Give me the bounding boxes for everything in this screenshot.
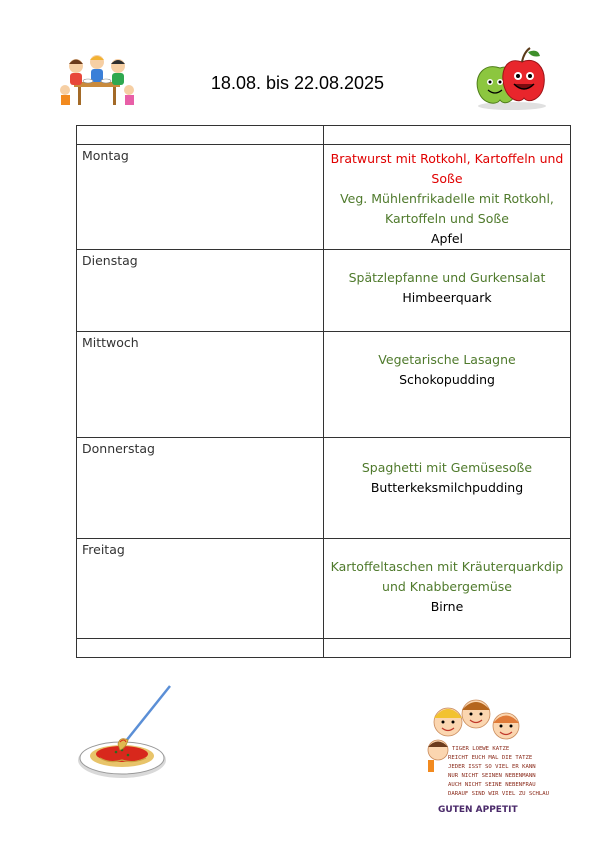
weekly-menu-table <box>76 125 571 658</box>
table-row-tuesday <box>77 250 571 332</box>
dessert-item: Birne <box>430 599 464 614</box>
table-row-thursday <box>77 438 571 539</box>
day-label: Donnerstag <box>77 438 324 539</box>
table-cell <box>324 126 571 145</box>
dessert-item: Apfel <box>430 231 464 246</box>
table-row <box>77 639 571 658</box>
meal-item: Bratwurst mit Rotkohl, Kartoffeln und Soße <box>330 151 564 186</box>
poem-line: DARAUF SIND WIR VIEL ZU SCHLAU <box>448 791 550 797</box>
dessert-item: Butterkeksmilchpudding <box>370 480 524 495</box>
meal-cell <box>324 438 571 539</box>
poem-line: AUCH NICHT SEINE NEBENFRAU <box>448 782 536 788</box>
day-label: Montag <box>77 145 324 250</box>
table-row-wednesday <box>77 332 571 438</box>
table-cell <box>324 639 571 658</box>
meal-item: Kartoffeltaschen mit Kräuterquarkdip und Knabbergemüse <box>330 559 564 594</box>
poem-line: REICHT EUCH MAL DIE TATZE <box>448 755 533 761</box>
children-faces-icon <box>428 700 519 772</box>
table-row-monday <box>77 145 571 250</box>
table-cell <box>77 639 324 658</box>
table-cell <box>77 126 324 145</box>
apple-faces-icon <box>470 46 550 112</box>
day-label: Dienstag <box>77 250 324 332</box>
meal-item: Vegetarische Lasagne <box>378 352 516 367</box>
meal-item: Spaghetti mit Gemüsesoße <box>361 460 533 475</box>
day-label: Mittwoch <box>77 332 324 438</box>
meal-item: Spätzlepfanne und Gurkensalat <box>348 270 546 285</box>
poem-footer: GUTEN APPETIT <box>438 805 518 815</box>
day-label: Freitag <box>77 539 324 639</box>
meal-cell <box>324 145 571 250</box>
dessert-item: Schokopudding <box>399 372 495 387</box>
table-row <box>77 126 571 145</box>
page-title: 18.08. bis 22.08.2025 <box>210 73 385 93</box>
meal-item: Veg. Mühlenfrikadelle mit Rotkohl, Kartoffeln und Soße <box>340 191 554 226</box>
meal-cell <box>324 539 571 639</box>
poem-line: TIGER LOEWE KATZE <box>452 746 510 752</box>
meal-cell <box>324 332 571 438</box>
children-faces-poem <box>424 696 556 820</box>
dessert-item: Himbeerquark <box>402 290 492 305</box>
table-row-friday <box>77 539 571 639</box>
poem-line: NUR NICHT SEINEN NEBENMANN <box>448 773 536 779</box>
poem-line: JEDER ISST SO VIEL ER KANN <box>448 764 536 770</box>
spaghetti-plate-icon <box>76 684 176 784</box>
meal-cell <box>324 250 571 332</box>
